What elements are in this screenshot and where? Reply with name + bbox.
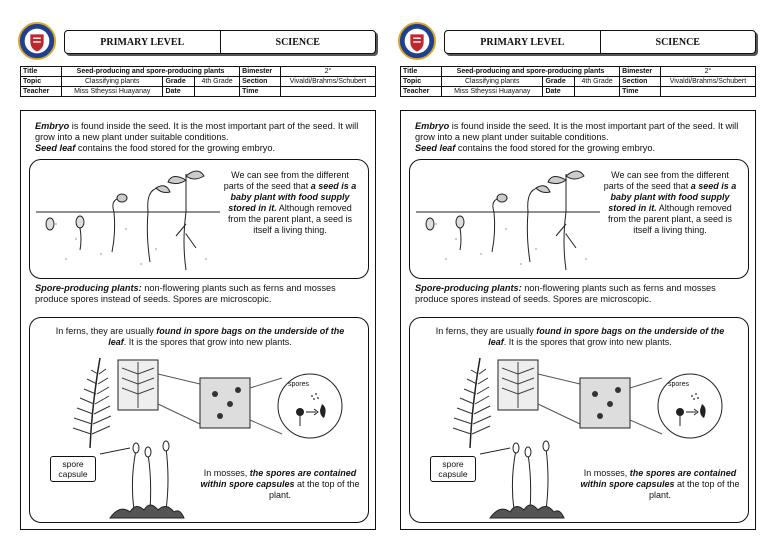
time-value (660, 87, 755, 97)
date-value (194, 87, 239, 97)
teacher-value: Miss Stheyssi Huayanay (442, 87, 543, 97)
subject-title: SCIENCE (600, 31, 756, 53)
time-value (280, 87, 375, 97)
fern-paragraph (50, 326, 350, 348)
moss-text-c: at the top of the plant. (648, 479, 740, 500)
moss-text-c: at the top of the plant. (268, 479, 360, 500)
topic-label: Topic (21, 77, 62, 87)
spore-term: Spore-producing plants: (35, 283, 142, 293)
seed-text-a: We can see from the different parts of the seed that (603, 170, 729, 191)
date-label: Date (543, 87, 575, 97)
embryo-term: Embryo (415, 121, 450, 131)
fern-illustration (430, 354, 730, 450)
spore-capsule-label: spore capsule (50, 456, 96, 482)
moss-illustration (100, 440, 210, 520)
title-label: Title (21, 67, 62, 77)
spores-label: spores (288, 381, 310, 388)
seed-explanation (220, 170, 360, 236)
spore-term: Spore-producing plants: (415, 283, 522, 293)
fern-moss-box (409, 317, 749, 523)
topic-value: Classifying plants (442, 77, 543, 87)
bimester-value: 2° (660, 67, 755, 77)
subject-title: SCIENCE (220, 31, 376, 53)
spore-text: non-flowering plants such as ferns and mosses produce spores instead of seeds. Spores are microscopic. (415, 283, 716, 304)
bimester-label: Bimester (620, 67, 661, 77)
fern-text-b: found in spore bags on the underside of the leaf (488, 326, 725, 347)
fern-text-a: In ferns, they are usually (55, 326, 157, 336)
bimester-value: 2° (280, 67, 375, 77)
fern-text-c: . It is the spores that grow into new plants. (123, 337, 292, 347)
fern-illustration (50, 354, 350, 450)
school-crest-icon (18, 22, 56, 60)
spore-paragraph (415, 283, 745, 305)
fern-text-a: In ferns, they are usually (435, 326, 537, 336)
level-title: PRIMARY LEVEL (480, 36, 565, 48)
topic-label: Topic (401, 77, 442, 87)
seed-explanation (600, 170, 740, 236)
grade-label: Grade (163, 77, 195, 87)
bimester-label: Bimester (240, 67, 281, 77)
seedleaf-term: Seed leaf (415, 143, 456, 153)
moss-text-b: the spores are contained within spore capsules (200, 468, 357, 489)
school-crest-icon (398, 22, 436, 60)
worksheet-left (12, 0, 378, 544)
fern-text-c: . It is the spores that grow into new plants. (503, 337, 672, 347)
time-label: Time (620, 87, 661, 97)
seed-text-c: Although removed from the parent plant, a seed is itself a living thing. (607, 203, 733, 235)
info-table (20, 66, 376, 97)
seed-box (29, 159, 369, 279)
moss-text-a: In mosses, (203, 468, 250, 478)
seed-box (409, 159, 749, 279)
info-table (400, 66, 756, 97)
seed-text-b: a seed is a baby plant with food supply stored in it. (608, 181, 737, 213)
title-label: Title (401, 67, 442, 77)
header-banner (64, 30, 376, 54)
teacher-label: Teacher (21, 87, 62, 97)
seed-text-b: a seed is a baby plant with food supply stored in it. (228, 181, 357, 213)
title-value: Seed-producing and spore-producing plants (442, 67, 620, 77)
seedleaf-text: contains the food stored for the growing embryo. (455, 143, 656, 153)
seed-text-a: We can see from the different parts of the seed that (223, 170, 349, 191)
fern-paragraph (430, 326, 730, 348)
moss-paragraph (580, 468, 740, 501)
seedleaf-text: contains the food stored for the growing embryo. (75, 143, 276, 153)
teacher-value: Miss Stheyssi Huayanay (62, 87, 163, 97)
embryo-text: is found inside the seed. It is the most important part of the seed. It will grow into a new plant under suitable conditions. (415, 121, 739, 142)
content-page (20, 110, 376, 530)
content-page (400, 110, 756, 530)
title-value: Seed-producing and spore-producing plants (62, 67, 240, 77)
spore-text: non-flowering plants such as ferns and mosses produce spores instead of seeds. Spores are microscopic. (35, 283, 336, 304)
date-value (574, 87, 619, 97)
moss-text-b: the spores are contained within spore capsules (580, 468, 737, 489)
section-label: Section (240, 77, 281, 87)
time-label: Time (240, 87, 281, 97)
seed-text-c: Although removed from the parent plant, a seed is itself a living thing. (227, 203, 353, 235)
grade-value: 4th Grade (194, 77, 239, 87)
section-value: Vivaldi/Brahms/Schubert (280, 77, 375, 87)
worksheet-right (392, 0, 758, 544)
date-label: Date (163, 87, 195, 97)
header-banner (444, 30, 756, 54)
germination-illustration (416, 164, 600, 274)
topic-value: Classifying plants (62, 77, 163, 87)
grade-label: Grade (543, 77, 575, 87)
embryo-paragraph (415, 121, 745, 154)
section-label: Section (620, 77, 661, 87)
section-value: Vivaldi/Brahms/Schubert (660, 77, 755, 87)
spore-paragraph (35, 283, 365, 305)
moss-paragraph (200, 468, 360, 501)
spores-label: spores (668, 381, 690, 388)
fern-moss-box (29, 317, 369, 523)
germination-illustration (36, 164, 220, 274)
embryo-paragraph (35, 121, 365, 154)
teacher-label: Teacher (401, 87, 442, 97)
moss-text-a: In mosses, (583, 468, 630, 478)
grade-value: 4th Grade (574, 77, 619, 87)
fern-text-b: found in spore bags on the underside of the leaf (108, 326, 345, 347)
seedleaf-term: Seed leaf (35, 143, 76, 153)
level-title: PRIMARY LEVEL (100, 36, 185, 48)
spore-capsule-label: spore capsule (430, 456, 476, 482)
embryo-term: Embryo (35, 121, 70, 131)
moss-illustration (480, 440, 590, 520)
embryo-text: is found inside the seed. It is the most important part of the seed. It will grow into a new plant under suitable conditions. (35, 121, 359, 142)
